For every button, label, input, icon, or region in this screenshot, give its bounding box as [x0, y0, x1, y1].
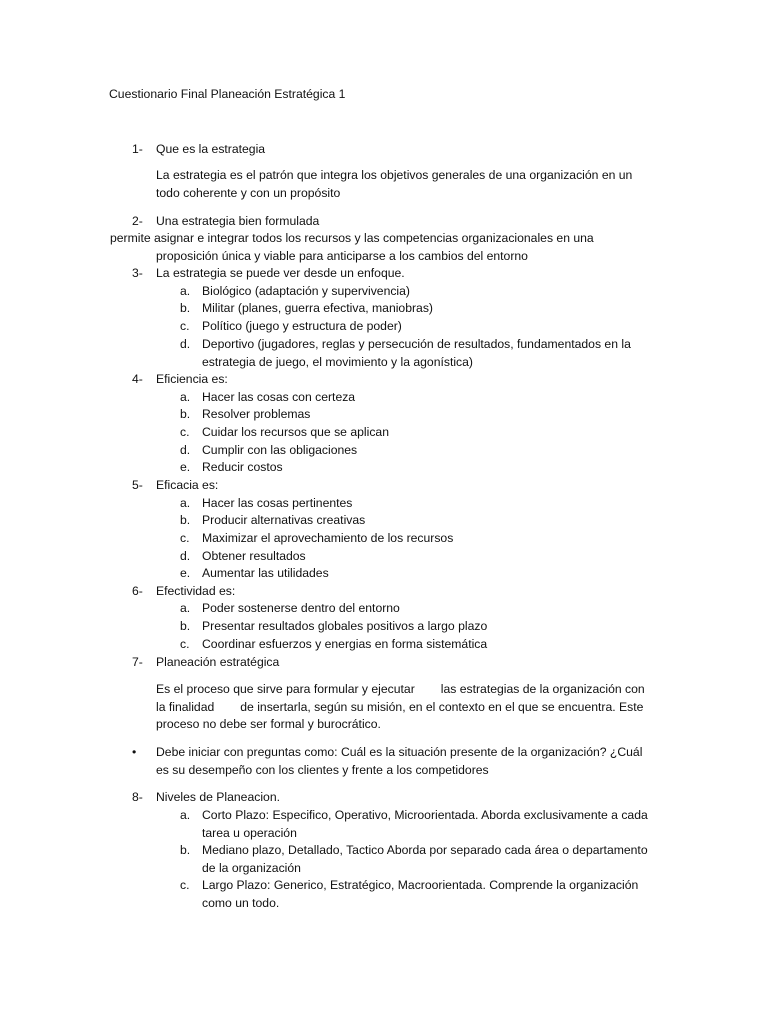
question-2-answer [110, 230, 630, 265]
option-text: Presentar resultados globales positivos a largo plazo [202, 619, 488, 633]
option-text: Obtener resultados [202, 549, 306, 563]
option-letter: d. [180, 337, 191, 351]
option-letter: a. [180, 808, 191, 822]
option-text: Largo Plazo: Generico, Estratégico, Macroorientada. Comprende la organización como un todo. [202, 878, 639, 910]
question-2-heading: Una estrategia bien formulada [156, 214, 320, 228]
option-letter: b. [180, 301, 191, 315]
question-2-number: 2- [132, 214, 143, 228]
question-8-heading: Niveles de Planeacion. [156, 790, 280, 804]
question-7-answer-part-3: de insertarla, según su misión, en el contexto en el que se encuentra. Este proceso no debe ser formal y burocrático. [156, 699, 644, 732]
option-letter: c. [180, 878, 190, 892]
option-text: Militar (planes, guerra efectiva, maniobras) [202, 301, 433, 315]
option-text: Reducir costos [202, 460, 283, 474]
option-text: Hacer las cosas pertinentes [202, 496, 353, 510]
option-letter: d. [180, 443, 191, 457]
option-text: Poder sostenerse dentro del entorno [202, 601, 400, 615]
question-3-number: 3- [132, 266, 143, 280]
question-6-number: 6- [132, 584, 143, 598]
option-letter: a. [180, 601, 191, 615]
question-5-heading: Eficacia es: [156, 478, 219, 492]
option-text: Hacer las cosas con certeza [202, 390, 356, 404]
option-text: Aumentar las utilidades [202, 566, 329, 580]
question-5-number: 5- [132, 478, 143, 492]
question-7-answer-part-1: Es el proceso que sirve para formular y ejecutar [156, 682, 415, 696]
option-letter: b. [180, 513, 191, 527]
question-7-answer-part-2: las estrategias de la organización con la finalidad [156, 682, 645, 714]
option-letter: b. [180, 619, 191, 633]
option-text: Resolver problemas [202, 407, 311, 421]
option-text: Maximizar el aprovechamiento de los recursos [202, 531, 454, 545]
question-4-number: 4- [132, 372, 143, 386]
option-letter: c. [180, 319, 190, 333]
question-7-heading: Planeación estratégica [156, 655, 280, 669]
question-1-heading: Que es la estrategia [156, 142, 266, 156]
option-letter: c. [180, 637, 190, 651]
option-text: Político (juego y estructura de poder) [202, 319, 402, 333]
option-letter: e. [180, 460, 191, 474]
bullet-symbol: • [132, 745, 137, 759]
option-letter: a. [180, 284, 191, 298]
question-1-answer: La estrategia es el patrón que integra los objetivos generales de una organización en un todo coherente y con un propósito [156, 168, 633, 200]
question-7-answer [156, 681, 656, 734]
option-text: Producir alternativas creativas [202, 513, 366, 527]
option-text: Cuidar los recursos que se aplican [202, 425, 389, 439]
option-text: Mediano plazo, Detallado, Tactico Aborda por separado cada área o departamento de la organización [202, 843, 648, 875]
option-letter: b. [180, 407, 191, 421]
question-4-heading: Eficiencia es: [156, 372, 228, 386]
question-1-number: 1- [132, 142, 143, 156]
option-letter: a. [180, 390, 191, 404]
option-text: Coordinar esfuerzos y energias en forma sistemática [202, 637, 488, 651]
option-text: Corto Plazo: Especifico, Operativo, Microorientada. Aborda exclusivamente a cada tarea u operación [202, 808, 648, 840]
option-letter: b. [180, 843, 191, 857]
question-2-answer-line-1: permite asignar e integrar todos los recursos y las competencias organizacionales en una [110, 231, 594, 245]
option-letter: e. [180, 566, 191, 580]
bullet-text: Debe iniciar con preguntas como: Cuál es la situación presente de la organización? ¿Cuál es su desempeño con los clientes y frente a los competidores [156, 745, 643, 777]
question-7-number: 7- [132, 655, 143, 669]
question-6-heading: Efectividad es: [156, 584, 236, 598]
option-text: Biológico (adaptación y supervivencia) [202, 284, 410, 298]
document-title: Cuestionario Final Planeación Estratégica 1 [109, 87, 346, 101]
option-letter: c. [180, 425, 190, 439]
question-8-number: 8- [132, 790, 143, 804]
option-text: Deportivo (jugadores, reglas y persecución de resultados, fundamentados en la estrategia de juego, el movimiento y la agonística) [202, 337, 631, 369]
question-2-answer-line-2: proposición única y viable para anticiparse a los cambios del entorno [156, 248, 528, 263]
option-letter: a. [180, 496, 191, 510]
option-letter: d. [180, 549, 191, 563]
option-text: Cumplir con las obligaciones [202, 443, 358, 457]
question-3-heading: La estrategia se puede ver desde un enfoque. [156, 266, 405, 280]
option-letter: c. [180, 531, 190, 545]
